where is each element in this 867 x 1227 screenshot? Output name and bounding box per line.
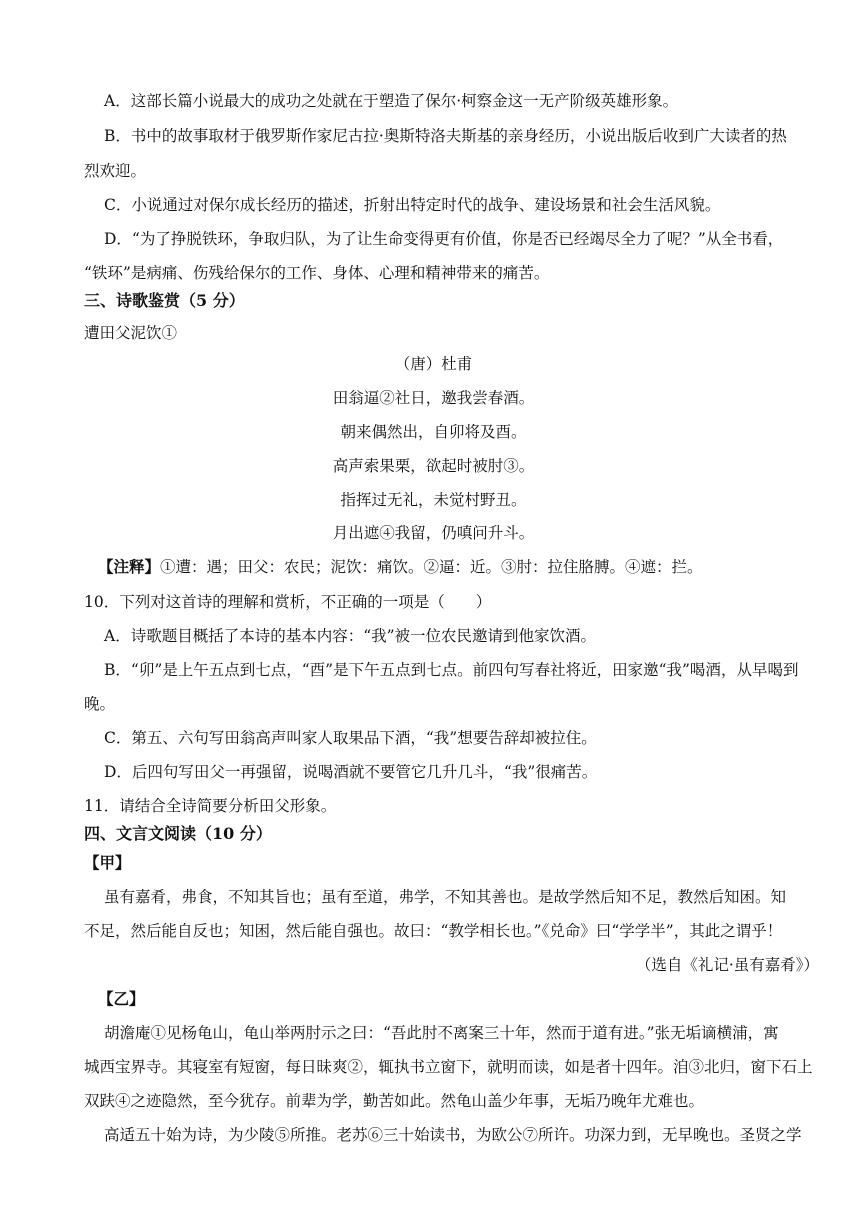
passage-yi-line3: 双趺④之迹隐然，至今犹存。前辈为学，勤苦如此。然龟山盖少年事，无垢乃晚年尤难也。 [84,1092,705,1110]
passage-jia-source: （选自《礼记·虽有嘉肴》） [635,956,819,974]
poem-line-3: 高声索果栗，欲起时被肘③。 [332,457,535,475]
passage-jia-label: 【甲】 [84,853,131,872]
passage-jia-line1: 虽有嘉肴，弗食，不知其旨也；虽有至道，弗学，不知其善也。是故学然后知不足，教然后知困。知 [104,888,787,906]
option-9b-line2: 烈欢迎。 [84,162,147,180]
section-4-heading: 四、文言文阅读（10 分） [84,824,272,843]
option-9a: A．这部长篇小说最大的成功之处就在于塑造了保尔·柯察金这一无产阶级英雄形象。 [104,92,679,110]
option-10d: D．后四句写田父一再强留，说喝酒就不要管它几升几斗，“我”很痛苦。 [104,763,598,781]
option-10c: C．第五、六句写田翁高声叫家人取果品下酒，“我”想要告辞却被拉住。 [104,729,597,747]
passage-yi-line2: 城西宝界寺。其寝室有短窗，每日昧爽②，辄执书立窗下，就明而读，如是者十四年。洎③北归，窗下石上 [84,1058,813,1076]
passage-yi-line1: 胡澹庵①见杨龟山，龟山举两肘示之曰：“吾此肘不离案三十年，然而于道有进。”张无垢谪横浦，寓 [104,1024,779,1042]
option-9b-line1: B．书中的故事取材于俄罗斯作家尼古拉·奥斯特洛夫斯基的亲身经历，小说出版后收到广大读者的热 [104,127,787,145]
question-10: 10．下列对这首诗的理解和赏析，不正确的一项是（ ） [84,593,492,611]
poem-line-5: 月出遮④我留，仍嗔问升斗。 [332,524,535,542]
passage-yi-line4: 高适五十始为诗，为少陵⑤所推。老苏⑥三十始读书，为欧公⑦所许。功深力到，无早晚也。圣贤之学 [104,1126,802,1144]
option-9d-line1: D．“为了挣脱铁环，争取归队，为了让生命变得更有价值，你是否已经竭尽全力了呢？”从全书看， [104,230,784,248]
poem-line-4: 指挥过无礼，未觉村野丑。 [340,491,527,509]
section-3-heading: 三、诗歌鉴赏（5 分） [84,291,245,310]
notes-text: ①遭：遇；田父：农民；泥饮：痛饮。②逼：近。③肘：拉住胳膊。④遮：拦。 [160,558,703,576]
poem-notes [98,557,703,577]
poem-title: 遭田父泥饮① [84,324,178,342]
notes-label: 【注释】 [98,557,161,576]
passage-jia-line2: 不足，然后能自反也；知困，然后能自强也。故曰：“教学相长也。”《兑命》曰“学学半”，其此之谓乎！ [84,922,783,940]
poem-author: （唐）杜甫 [394,355,473,373]
option-10b-line2: 晚。 [84,695,116,713]
option-9d-line2: “铁环”是病痛、伤残给保尔的工作、身体、心理和精神带来的痛苦。 [84,264,550,282]
question-11: 11．请结合全诗简要分析田父形象。 [84,797,337,815]
option-10a: A．诗歌题目概括了本诗的基本内容：“我”被一位农民邀请到他家饮酒。 [104,627,597,645]
poem-line-2: 朝来偶然出，自卯将及酉。 [340,423,527,441]
option-10b-line1: B．“卯”是上午五点到七点，“酉”是下午五点到七点。前四句写春社将近，田家邀“我”喝酒，从早喝到 [104,661,799,679]
poem-line-1: 田翁逼②社日，邀我尝春酒。 [332,389,535,407]
passage-yi-label: 【乙】 [98,989,145,1008]
option-9c: C．小说通过对保尔成长经历的描述，折射出特定时代的战争、建设场景和社会生活风貌。 [104,196,721,214]
